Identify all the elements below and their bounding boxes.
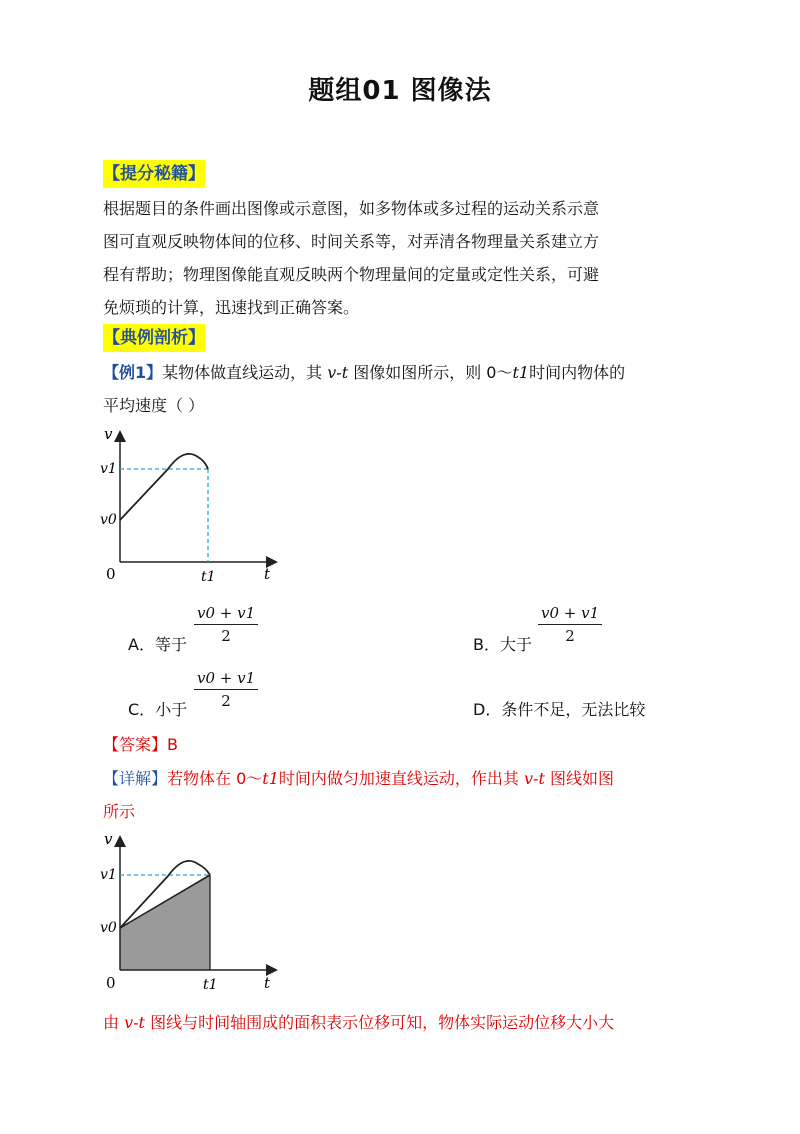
answer-label: 【答案】 — [103, 735, 168, 754]
option-d[interactable] — [473, 697, 645, 720]
fraction-numerator: v0 + v1 — [194, 604, 258, 625]
option-letter: C． — [128, 700, 156, 719]
example-text: 图像如图所示，则 0～ — [353, 363, 513, 382]
fraction-a — [194, 604, 258, 645]
origin-label: 0 — [106, 565, 116, 583]
t1-term: t1 — [262, 769, 279, 788]
fraction-denominator: 2 — [565, 627, 575, 645]
page-title: 题组01 图像法 — [308, 76, 492, 106]
fraction-denominator: 2 — [221, 692, 231, 710]
vt-curve — [120, 454, 208, 520]
v1-label: v1 — [100, 867, 117, 883]
option-letter: B． — [473, 635, 500, 654]
tips-line: 程有帮助；物理图像能直观反映两个物理量间的定量或定性关系，可避 — [103, 265, 600, 284]
tips-line: 根据题目的条件画出图像或示意图，如多物体或多过程的运动关系示意 — [103, 199, 600, 218]
vt-term: v-t — [327, 363, 349, 382]
shaded-area — [120, 875, 210, 970]
vt-graph-question — [100, 425, 285, 590]
example-label: 【例1】 — [103, 363, 163, 382]
y-axis-label: v — [104, 830, 113, 848]
fraction-numerator: v0 + v1 — [538, 604, 602, 625]
option-b[interactable] — [473, 632, 532, 655]
example-question — [103, 356, 703, 422]
t1-label: t1 — [201, 569, 216, 585]
section-heading-examples: 【典例剖析】 — [103, 324, 205, 352]
example-text: 某物体做直线运动，其 — [162, 363, 323, 382]
origin-label: 0 — [106, 974, 116, 992]
t1-term: t1 — [512, 363, 530, 382]
detail-text: 时间内做匀加速直线运动，作出其 — [278, 769, 519, 788]
option-text: 大于 — [499, 635, 532, 654]
y-axis-label: v — [104, 425, 113, 443]
v1-label: v1 — [100, 461, 117, 477]
option-letter: A． — [128, 635, 155, 654]
option-text: 条件不足，无法比较 — [501, 700, 646, 719]
t1-label: t1 — [203, 977, 218, 993]
v0-label: v0 — [100, 920, 117, 936]
tips-line: 免烦琐的计算，迅速找到正确答案。 — [103, 298, 360, 317]
vt-term: v-t — [124, 1013, 145, 1032]
x-axis-label: t — [264, 974, 271, 992]
option-a[interactable] — [128, 632, 187, 655]
x-axis-label: t — [264, 565, 271, 583]
fraction-numerator: v0 + v1 — [194, 669, 258, 690]
option-letter: D． — [473, 700, 502, 719]
detail-label: 【详解】 — [103, 769, 168, 788]
detail-paragraph — [103, 762, 703, 828]
example-line-2: 平均速度（ ） — [103, 396, 205, 415]
conclusion-line — [103, 1006, 723, 1039]
tips-paragraph — [103, 192, 703, 324]
conclusion-text: 图线与时间轴围成的面积表示位移可知，物体实际运动位移大小大 — [150, 1013, 615, 1032]
vt-term: v-t — [524, 769, 545, 788]
fraction-c — [194, 669, 258, 710]
answer-value: B — [167, 735, 178, 754]
tips-line: 图可直观反映物体间的位移、时间关系等，对弄清各物理量关系建立方 — [103, 232, 600, 251]
vt-graph-solution — [100, 830, 285, 995]
option-text: 小于 — [155, 700, 188, 719]
section-heading-tips: 【提分秘籍】 — [103, 160, 205, 188]
detail-text: 若物体在 0～ — [167, 769, 263, 788]
fraction-denominator: 2 — [221, 627, 231, 645]
example-text: 时间内物体的 — [529, 363, 626, 382]
v0-label: v0 — [100, 512, 117, 528]
conclusion-text: 由 — [103, 1013, 120, 1032]
option-text: 等于 — [154, 635, 187, 654]
detail-line-2: 所示 — [103, 802, 136, 821]
answer-line — [103, 728, 703, 761]
detail-text: 图线如图 — [549, 769, 614, 788]
fraction-b — [538, 604, 602, 645]
option-c[interactable] — [128, 697, 187, 720]
